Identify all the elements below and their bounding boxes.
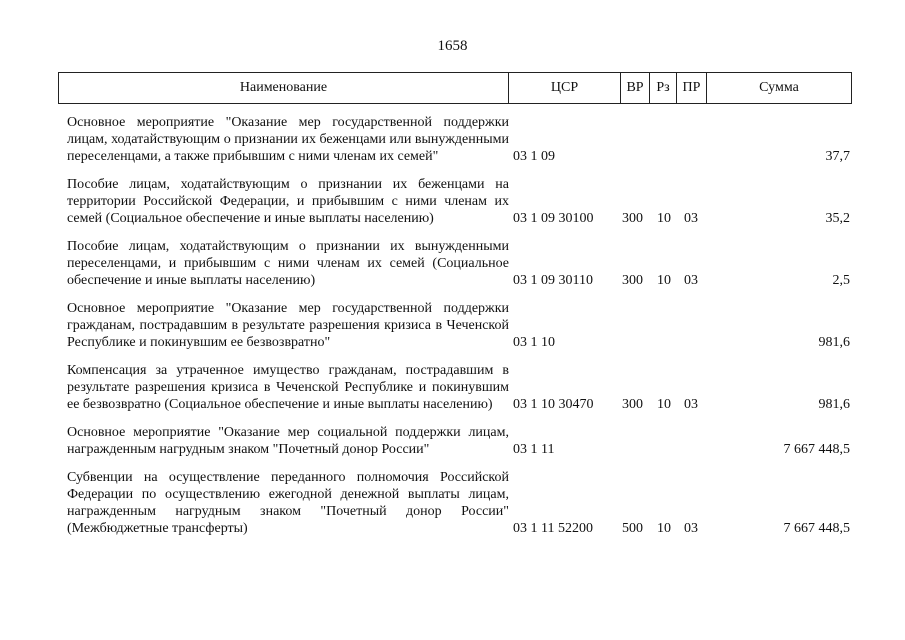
row-name: Основное мероприятие "Оказание мер государственной поддержки гражданам, пострадавшим в результате разрешения кризиса в Чеченской Республике и покинувшим ее безвозвратно" <box>67 301 509 350</box>
row-pr: 03 <box>684 211 698 226</box>
header-vr: ВР <box>621 73 650 103</box>
row-pr: 03 <box>684 521 698 536</box>
row-name: Субвенции на осуществление переданного полномочия Российской Федерации по осуществлению ежегодной денежной выплаты лицам, награжденным нагрудным знаком "Почетный донор России" (Межбюджетные трансферты) <box>67 470 509 536</box>
row-sum: 35,2 <box>825 211 850 226</box>
table-row <box>58 114 852 165</box>
row-name: Основное мероприятие "Оказание мер государственной поддержки лицам, ходатайствующим о признании их беженцами или вынужденными переселенцами, а также прибывшим с ними членам их семей" <box>67 115 509 164</box>
row-sum: 981,6 <box>818 335 850 350</box>
budget-table <box>58 72 852 537</box>
row-sum: 7 667 448,5 <box>783 442 850 457</box>
row-csr: 03 1 11 52200 <box>513 521 593 536</box>
header-name: Наименование <box>59 73 509 103</box>
row-csr: 03 1 09 30110 <box>513 273 593 288</box>
row-csr: 03 1 11 <box>513 442 555 457</box>
row-vr: 300 <box>622 211 643 226</box>
row-rz: 10 <box>657 211 671 226</box>
table-row <box>58 424 852 458</box>
row-csr: 03 1 10 <box>513 335 555 350</box>
row-name: Пособие лицам, ходатайствующим о признании их вынужденными переселенцами, и прибывшим с ними членам их семей (Социальное обеспечение и иные выплаты населению) <box>67 239 509 288</box>
table-row <box>58 176 852 227</box>
row-name: Компенсация за утраченное имущество гражданам, пострадавшим в результате разрешения кризиса в Чеченской Республике и покинувшим ее безвозвратно (Социальное обеспечение и иные выплаты населению) <box>67 363 509 412</box>
row-sum: 2,5 <box>832 273 850 288</box>
row-name: Пособие лицам, ходатайствующим о признании их беженцами на территории Российской Федерации, и прибывшим с ними членам их семей (Социальное обеспечение и иные выплаты населению) <box>67 177 509 226</box>
row-pr: 03 <box>684 273 698 288</box>
row-sum: 981,6 <box>818 397 850 412</box>
header-pr: ПР <box>677 73 707 103</box>
table-row <box>58 469 852 537</box>
row-vr: 300 <box>622 397 643 412</box>
table-header-row <box>58 72 852 104</box>
row-csr: 03 1 10 30470 <box>513 397 594 412</box>
table-row <box>58 238 852 289</box>
row-rz: 10 <box>657 273 671 288</box>
row-rz: 10 <box>657 521 671 536</box>
row-name: Основное мероприятие "Оказание мер социальной поддержки лицам, награжденным нагрудным знаком "Почетный донор России" <box>67 425 509 457</box>
row-rz: 10 <box>657 397 671 412</box>
row-vr: 500 <box>622 521 643 536</box>
row-pr: 03 <box>684 397 698 412</box>
row-sum: 37,7 <box>825 149 850 164</box>
header-csr: ЦСР <box>509 73 621 103</box>
row-vr: 300 <box>622 273 643 288</box>
header-sum: Сумма <box>759 80 799 95</box>
row-csr: 03 1 09 30100 <box>513 211 594 226</box>
header-rz: Рз <box>650 73 677 103</box>
row-sum: 7 667 448,5 <box>783 521 850 536</box>
table-row <box>58 362 852 413</box>
table-row <box>58 300 852 351</box>
page-number: 1658 <box>437 38 468 54</box>
row-csr: 03 1 09 <box>513 149 555 164</box>
